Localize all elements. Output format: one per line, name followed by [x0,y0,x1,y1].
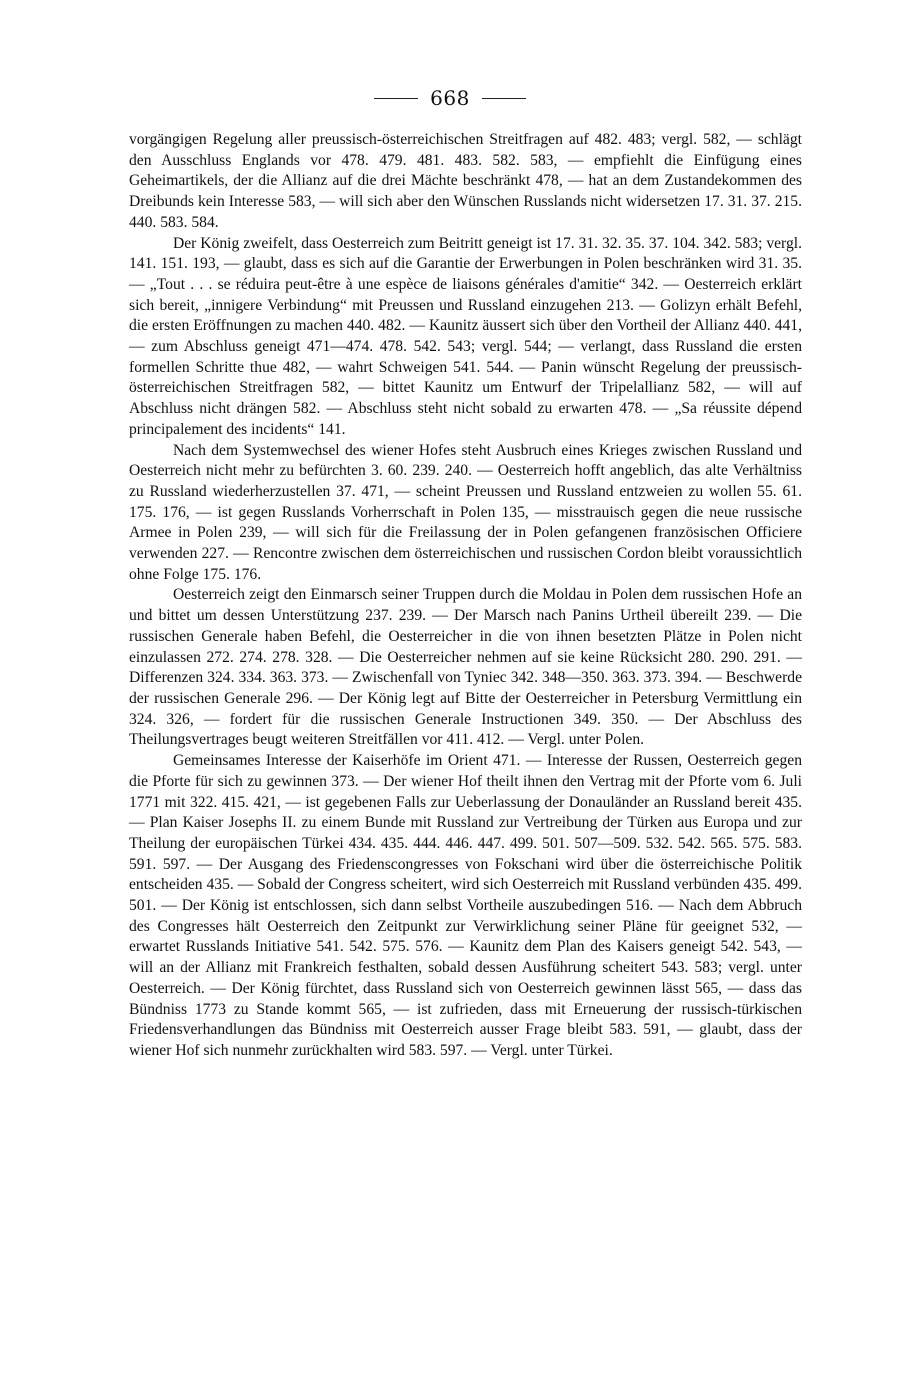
page-header [0,86,900,110]
paragraph: Nach dem Systemwechsel des wiener Hofes steht Ausbruch eines Krieges zwischen Russland und Oesterreich nicht mehr zu befürchten 3. 60. 239. 240. — Oesterreich hofft angeblich, das alte Verhältniss zu Russland wiederherzustellen 37. 471, — scheint Preussen und Russland entzweien zu wollen 55. 61. 175. 176, — ist gegen Russlands Vorherrschaft in Polen 135, — misstrauisch gegen die neue russische Armee in Polen 239, — will sich für die Freilassung der in Polen gefangenen französischen Officiere verwenden 227. — Rencontre zwischen dem österreichischen und russischen Cordon bleibt voraussichtlich ohne Folge 175. 176. [129,441,802,583]
paragraph: Oesterreich zeigt den Einmarsch seiner Truppen durch die Moldau in Polen dem russischen Hofe an und bittet um dessen Unterstützung 237. 239. — Der Marsch nach Panins Urtheil übereilt 239. — Die russischen Generale haben Befehl, die Oesterreicher in die von ihnen besetzten Plätze in Polen nicht einzulassen 272. 274. 278. 328. — Die Oesterreicher nehmen auf sie keine Rücksicht 280. 290. 291. — Differenzen 324. 334. 363. 373. — Zwischenfall von Tyniec 342. 348—350. 363. 373. 394. — Beschwerde der russischen Generale 296. — Der König legt auf Bitte der Oesterreicher in Petersburg Vermittlung ein 324. 326, — fordert für die russischen Generale Instructionen 349. 350. — Der Abschluss des Theilungsvertrages beugt weiteren Streitfällen vor 411. 412. — Vergl. unter Polen. [129,586,802,749]
header-dash-left [374,98,418,99]
paragraph: Der König zweifelt, dass Oesterreich zum Beitritt geneigt ist 17. 31. 32. 35. 37. 104. 342. 583; vergl. 141. 151. 193, — glaubt, dass es sich auf die Garantie der Erwerbungen in Polen beschränken wird 31. 35. — „Tout . . . se réduira peut-être à une espèce de liaisons générales d'amitie“ 342. — Oesterreich erklärt sich bereit, „innigere Verbindung“ mit Preussen und Russland einzugehen 213. — Golizyn erhält Befehl, die ersten Eröffnungen zu machen 440. 482. — Kaunitz äussert sich über den Vortheil der Allianz 440. 441, — zum Abschluss geneigt 471—474. 478. 542. 543; vergl. 544; — verlangt, dass Russland die ersten formellen Schritte thue 482, — wahrt Schweigen 541. 544. — Panin wünscht Regelung der preussisch-österreichischen Streitfragen 582, — bittet Kaunitz um Entwurf der Tripelallianz 582, — will auf Abschluss nicht drängen 582. — Abschluss steht nicht sobald zu erwarten 478. — „Sa réussite dépend principalement des incidents“ 141. [129,234,802,438]
page-number: 668 [430,86,470,110]
paragraph-continuation: vorgängigen Regelung aller preussisch-österreichischen Streitfragen auf 482. 483; vergl. 582, — schlägt den Ausschluss Englands vor 478. 479. 481. 483. 582. 583, — empfiehlt die Einfügung eines Geheimartikels, der die Allianz auf die drei Mächte beschränkt 478, — hat an dem Zustandekommen des Dreibunds kein Interesse 583, — will sich aber den Wünschen Russlands nicht widersetzen 17. 31. 37. 215. 440. 583. 584. [129,131,802,231]
header-dash-right [482,98,526,99]
index-text-body [129,130,802,1062]
paragraph: Gemeinsames Interesse der Kaiserhöfe im Orient 471. — Interesse der Russen, Oesterreich gegen die Pforte für sich zu gewinnen 373. — Der wiener Hof theilt ihnen den Vertrag mit der Pforte vom 6. Juli 1771 mit 322. 415. 421, — ist gegebenen Falls zur Ueberlassung der Donauländer an Russland bereit 435. — Plan Kaiser Josephs II. zu einem Bunde mit Russland zur Vertreibung der Türken aus Europa und zur Theilung der europäischen Türkei 434. 435. 444. 446. 447. 499. 501. 507—509. 532. 542. 565. 575. 583. 591. 597. — Der Ausgang des Friedenscongresses von Fokschani wird über die österreichische Politik entscheiden 435. — Sobald der Congress scheitert, wird sich Oesterreich mit Russland verbünden 435. 499. 501. — Der König ist entschlossen, sich dann selbst Vortheile auszubedingen 516. — Nach dem Abbruch des Congresses hält Oesterreich den Zeitpunkt zur Verwirklichung seiner Pläne für geeignet 532, — erwartet Russlands Initiative 541. 542. 575. 576. — Kaunitz dem Plan des Kaisers geneigt 542. 543, — will an der Allianz mit Frankreich festhalten, sobald dessen Ausführung scheitert 543. 583; vergl. unter Oesterreich. — Der König fürchtet, dass Russland sich von Oesterreich gewinnen lässt 565, — dass das Bündniss 1773 zu Stande kommt 565, — ist zufrieden, dass mit Erneuerung der russisch-türkischen Friedensverhandlungen das Bündniss mit Oesterreich ausser Frage bleibt 583. 591, — glaubt, dass der wiener Hof sich nunmehr zurückhalten wird 583. 597. — Vergl. unter Türkei. [129,752,802,1059]
